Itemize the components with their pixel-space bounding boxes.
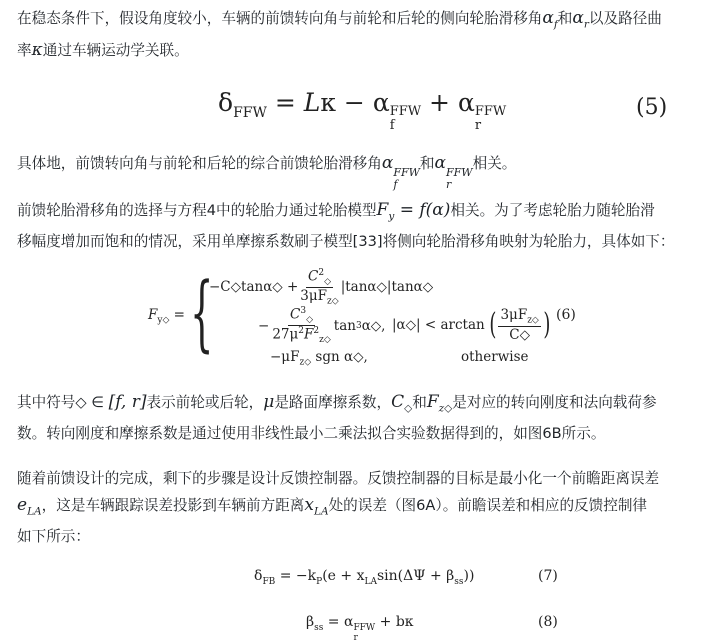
alpha-r-ffw-symbol: α FFW r <box>434 153 473 191</box>
paragraph-feedback: 随着前馈设计的完成，剩下的步骤是设计反馈控制器。反馈控制器的目标是最小化一个前瞻距离误差 $e_{LA}$，这是车辆跟踪误差投影到车辆前方距离$x_{LA}$处的误差（图6A）。前瞻误差和相应的反馈控制律 如下所示： <box>17 470 660 546</box>
eq6-row-3: $-\mu F_{z◇}$ sgn α◇, <box>270 349 368 368</box>
eq6-brace: { <box>190 266 214 361</box>
eq6-row-2-condition: |α◇| < arctan ( $3\mu F_{z◇}$ C◇ ) <box>392 307 551 343</box>
equation-8: $\beta_{ss} = \alpha$ FFW r + bκ <box>306 614 414 643</box>
equation-6-number: (6) <box>556 307 576 323</box>
lookahead-error-symbol: $e_{LA}$ <box>17 495 42 518</box>
eq6-row-3-condition: otherwise <box>461 349 529 365</box>
eq6-row-1: −C◇tanα◇ + $C^2_◇$ $3\mu F_{z◇}$ |tanα◇|tanα◇ <box>209 268 434 307</box>
lookahead-distance-symbol: $x_{LA}$ <box>304 495 329 518</box>
equation-5-number: (5) <box>636 95 668 120</box>
alpha-r-symbol: $\alpha_r$ <box>572 8 589 31</box>
alpha-f-ffw-symbol: α FFW f <box>381 153 420 191</box>
paragraph-symbols: 其中符号◇ ∈ [f, r]表示前轮或后轮，μ是路面摩擦系数，$C_◇$和$F_{z◇}$是对应的转向刚度和法向载荷参 数。转向刚度和摩擦系数是通过使用非线性最小二乘法拟合实验数据得到的，如图6B所示。 <box>17 392 657 443</box>
equation-7: $\delta_{FB} = -k_P(e + x_{LA}\sin(\Delta\Psi + \beta_{ss}))$ <box>254 568 475 587</box>
equation-7-number: (7) <box>538 568 558 584</box>
eq6-row-2: − $\frac{C^3_◇}{27\mu^2F^2_{z◇}}$ tan 3 α◇, <box>258 306 386 346</box>
paragraph-steady-state: 在稳态条件下，假设角度较小，车辆的前馈转向角与前轮和后轮的侧向轮胎滑移角$\alpha_f$和$\alpha_r$以及路径曲 率κ通过车辆运动学关联。 <box>17 8 662 61</box>
set-fr: [f, r] <box>108 392 147 412</box>
equation-5: $\delta_{FFW} = L\kappa - \alpha$ FFW f + α FFW r <box>218 88 507 133</box>
eq6-lhs: $F_{y◇}$ = <box>148 307 185 326</box>
paragraph-tire-model: 前馈轮胎滑移角的选择与方程4中的轮胎力通过轮胎模型$F_y = f(\alpha)$相关。为了考虑轮胎力随轮胎滑 移幅度增加而饱和的情况，采用单摩擦系数刷子模型[33]将侧向轮胎滑移角映射为轮胎力，具体如下： <box>17 200 675 251</box>
kappa-symbol: κ <box>31 40 43 61</box>
normal-load-symbol: $F_{z◇}$ <box>426 392 453 415</box>
mu-symbol: μ <box>263 392 275 412</box>
stiffness-symbol: $C_◇$ <box>391 392 413 415</box>
tire-force-formula: $F_y = f(\alpha)$ <box>376 200 451 223</box>
equation-8-number: (8) <box>538 614 558 630</box>
alpha-f-symbol: $\alpha_f$ <box>542 8 558 31</box>
paragraph-combined-slip: 具体地，前馈转向角与前轮和后轮的综合前馈轮胎滑移角α FFW f 和α FFW r 相关。 <box>17 153 517 191</box>
